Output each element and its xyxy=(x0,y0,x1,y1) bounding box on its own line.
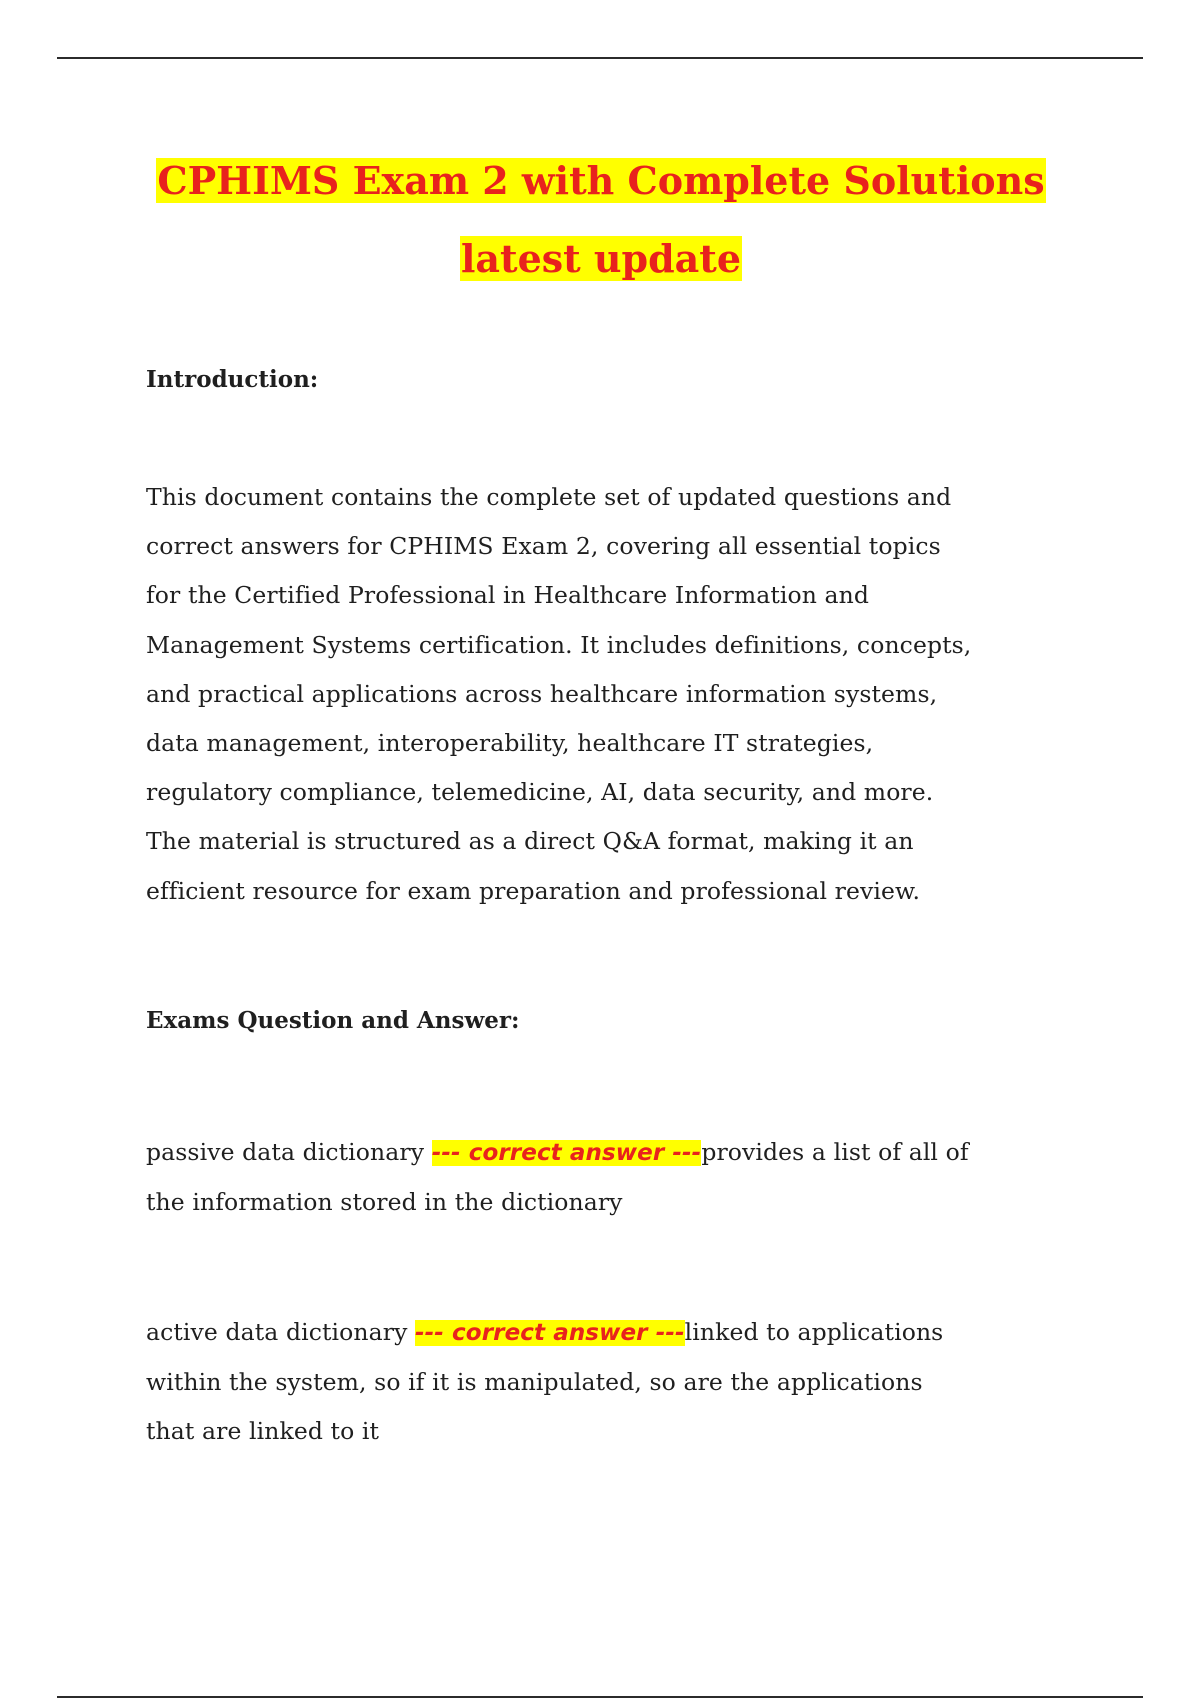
correct-answer-marker: --- correct answer --- xyxy=(415,1320,685,1346)
intro-line: Management Systems certification. It includes definitions, concepts, xyxy=(146,630,972,659)
intro-line: for the Certified Professional in Healthcare Information and xyxy=(146,581,870,610)
intro-line: regulatory compliance, telemedicine, AI, data security, and more. xyxy=(146,778,934,807)
qa-item-passive-data-dictionary xyxy=(146,1128,1066,1227)
qa-answer: linked to applications xyxy=(684,1318,944,1346)
introduction-paragraph xyxy=(146,473,1061,916)
qa-answer-continued: within the system, so if it is manipulated, so are the applications xyxy=(146,1368,923,1397)
qa-heading: Exams Question and Answer: xyxy=(146,1007,520,1034)
qa-question: active data dictionary xyxy=(146,1318,416,1346)
correct-answer-marker: --- correct answer --- xyxy=(431,1140,702,1166)
title-line-2: latest update xyxy=(460,236,742,281)
intro-line: correct answers for CPHIMS Exam 2, covering all essential topics xyxy=(146,532,941,561)
introduction-heading: Introduction: xyxy=(146,366,319,393)
intro-line: The material is structured as a direct Q&A format, making it an xyxy=(146,827,914,856)
qa-answer: provides a list of all of xyxy=(701,1138,969,1166)
title-line-1: CPHIMS Exam 2 with Complete Solutions xyxy=(157,158,1045,203)
top-rule xyxy=(57,57,1143,59)
qa-question: passive data dictionary xyxy=(146,1138,432,1166)
intro-line: and practical applications across healthcare information systems, xyxy=(146,679,938,708)
document-title xyxy=(146,142,1056,298)
intro-line: efficient resource for exam preparation and professional review. xyxy=(146,876,921,905)
bottom-rule xyxy=(57,1696,1143,1698)
intro-line: data management, interoperability, healthcare IT strategies, xyxy=(146,729,874,758)
qa-answer-continued: that are linked to it xyxy=(146,1417,380,1446)
qa-item-active-data-dictionary xyxy=(146,1308,1066,1457)
qa-answer-continued: the information stored in the dictionary xyxy=(146,1188,623,1217)
intro-line: This document contains the complete set of updated questions and xyxy=(146,483,952,511)
